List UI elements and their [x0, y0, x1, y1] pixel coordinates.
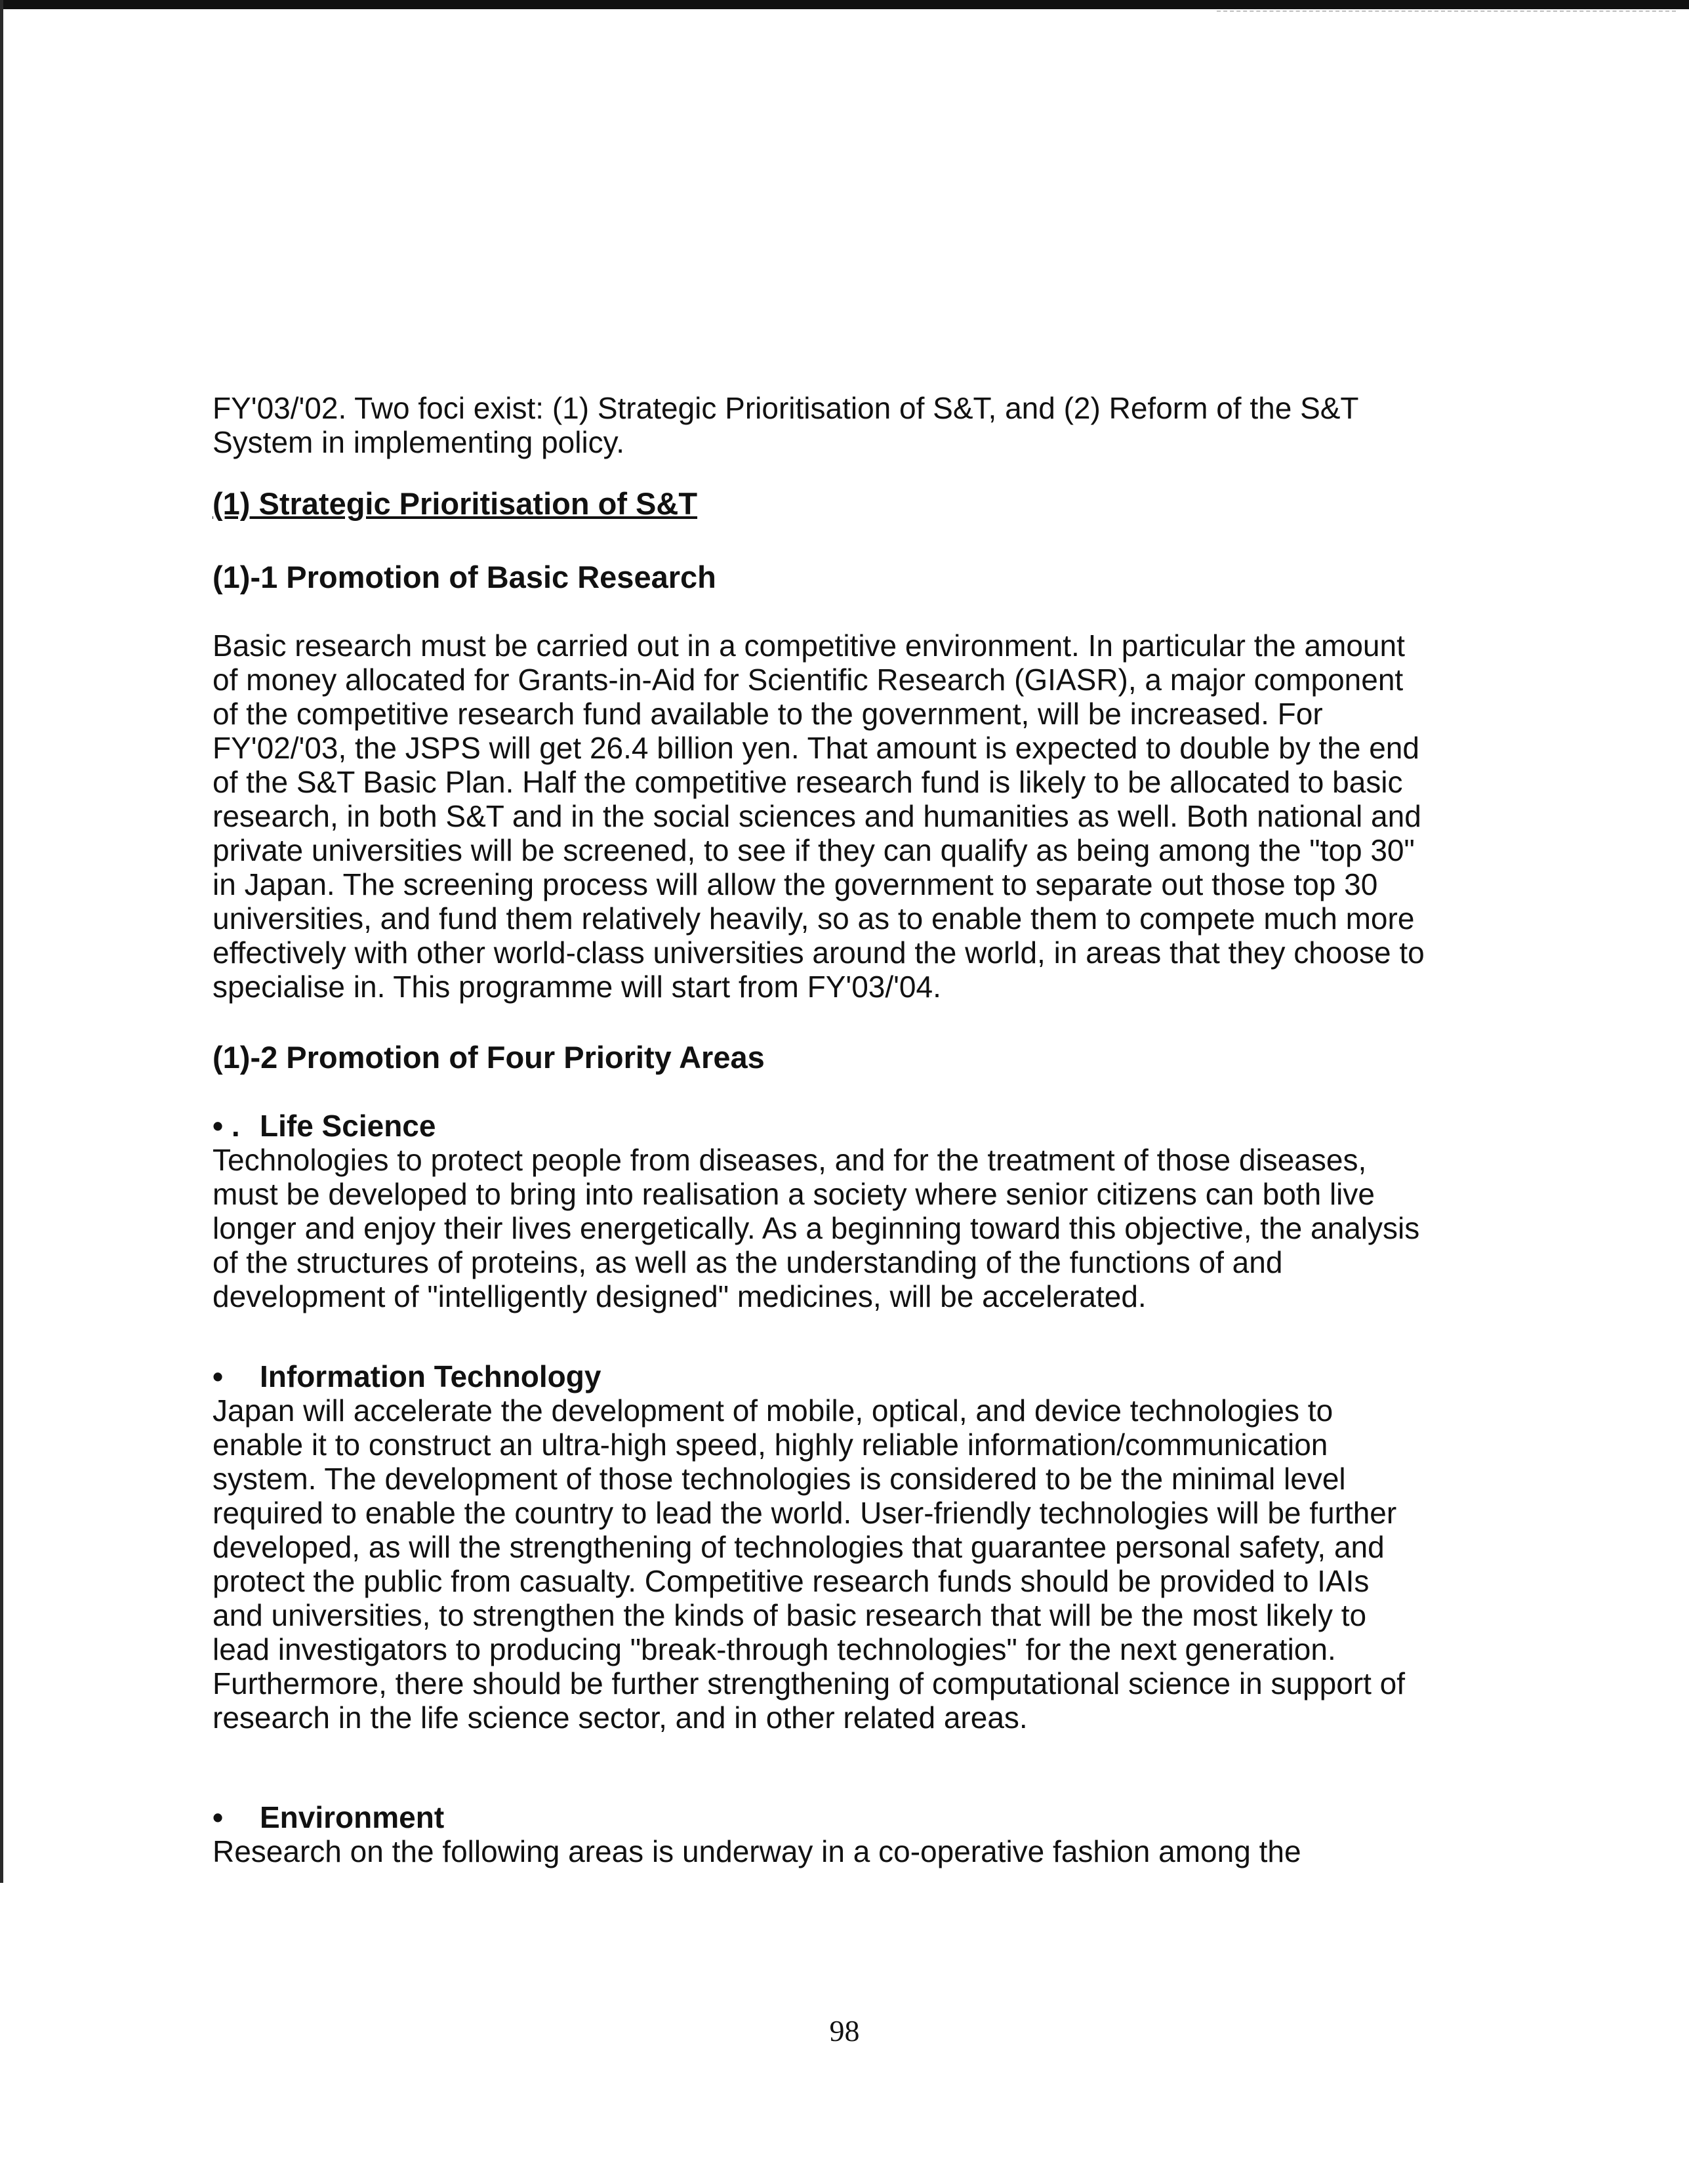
bullet-marker: •: [213, 1800, 224, 1834]
document-page: [213, 391, 1426, 1914]
bullet-heading: [213, 1800, 1426, 1834]
bullet-title: Life Science: [260, 1109, 436, 1143]
bullet-text: Research on the following areas is underway in a co-operative fashion among the: [213, 1834, 1301, 1868]
bullet-environment: [213, 1800, 1426, 1868]
bullet-text: Japan will accelerate the development of mobile, optical, and device technologies to enable it to construct an ultra-high speed, highly reliable information/communication system. The development of those technologies is considered to be the minimal level required to enable the country to lead the world. User-friendly technologies will be further developed, as will the strengthening of technologies that guarantee personal safety, and protect the public from casualty. Competitive research funds should be provided to IAIs and universities, to strengthen the kinds of basic research that will be the most likely to lead investigators to producing "break-through technologies" for the next generation. Furthermore, there should be further strengthening of computational science in support of research in the life science sector, and in other related areas.: [213, 1393, 1406, 1735]
bullet-text: Technologies to protect people from diseases, and for the treatment of those diseases, must be developed to bring into realisation a society where senior citizens can both live longer and enjoy their lives energetically. As a beginning toward this objective, the analysis of the structures of proteins, as well as the understanding of the functions of and development of "intelligently designed" medicines, will be accelerated.: [213, 1143, 1420, 1313]
bullet-heading: [213, 1359, 1426, 1393]
subsection-heading-basic-research: (1)-1 Promotion of Basic Research: [213, 560, 716, 594]
bullet-heading: [213, 1109, 1426, 1143]
bullet-title: Environment: [260, 1800, 445, 1834]
bullet-marker: • .: [213, 1109, 240, 1143]
bullet-title: Information Technology: [260, 1359, 601, 1393]
section-heading: (1) Strategic Prioritisation of S&T: [213, 486, 698, 521]
bullet-marker: •: [213, 1359, 224, 1393]
subsection-heading-priority-areas: (1)-2 Promotion of Four Priority Areas: [213, 1040, 765, 1075]
basic-research-paragraph: Basic research must be carried out in a competitive environment. In particular the amount of money allocated for Grants-in-Aid for Scientific Research (GIASR), a major component of the competitive research fund available to the government, will be increased. For FY'02/'03, the JSPS will get 26.4 billion yen. That amount is expected to double by the end of the S&T Basic Plan. Half the competitive research fund is likely to be allocated to basic research, in both S&T and in the social sciences and humanities as well. Both national and private universities will be screened, to see if they can qualify as being among the "top 30" in Japan. The screening process will allow the government to separate out those top 30 universities, and fund them relatively heavily, so as to enable them to compete much more effectively with other world-class universities around the world, in areas that they choose to specialise in. This programme will start from FY'03/'04.: [213, 628, 1425, 1004]
bullet-information-technology: [213, 1359, 1426, 1735]
scan-noise-line: [1217, 10, 1676, 13]
bullet-life-science: [213, 1109, 1426, 1313]
page-number: 98: [829, 2014, 860, 2048]
intro-paragraph: FY'03/'02. Two foci exist: (1) Strategic Prioritisation of S&T, and (2) Reform of the S&T System in implementing policy.: [213, 391, 1358, 459]
scan-left-border: [0, 0, 3, 1883]
scan-top-border: [0, 0, 1689, 9]
